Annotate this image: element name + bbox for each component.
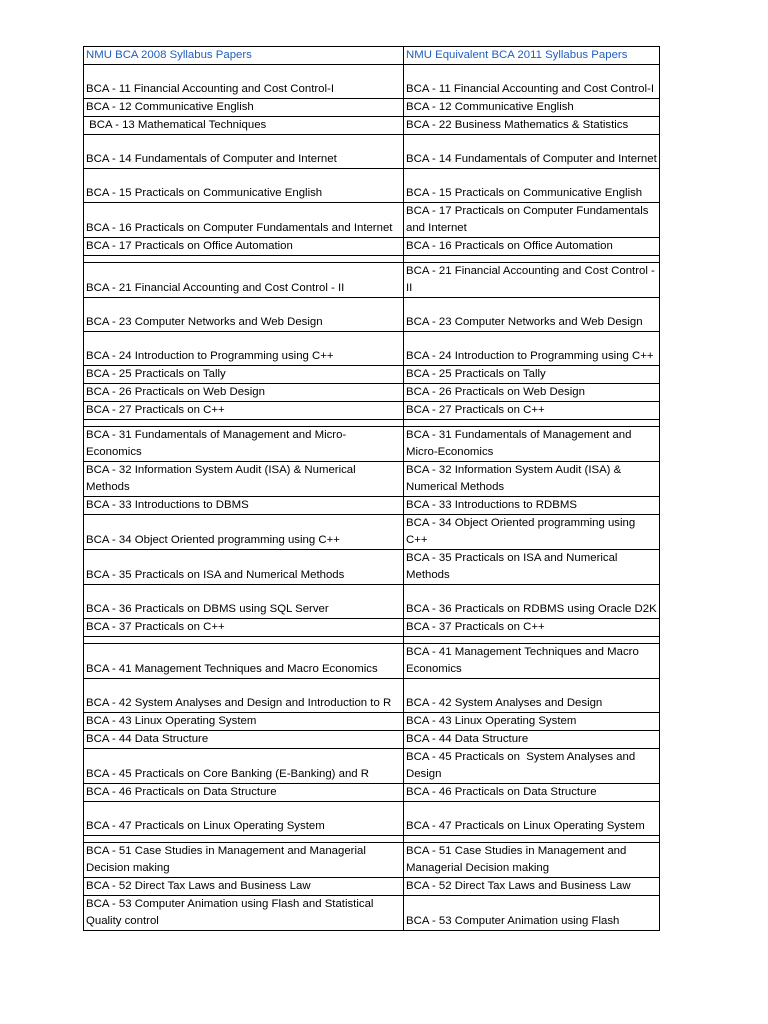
table-row [84,263,660,298]
cell-2011-equivalent-paper: BCA - 43 Linux Operating System [404,713,660,731]
cell-2008-paper: BCA - 44 Data Structure [84,731,404,749]
spacer-row [84,836,660,843]
cell-2008-paper: BCA - 31 Fundamentals of Management and Micro-Economics [84,427,404,462]
table-row [84,298,660,332]
table-row [84,843,660,878]
table-row [84,462,660,497]
cell-2008-paper [84,420,404,427]
table-row [84,619,660,637]
cell-2011-equivalent-paper: BCA - 27 Practicals on C++ [404,402,660,420]
cell-2008-paper: BCA - 37 Practicals on C++ [84,619,404,637]
table-row [84,749,660,784]
cell-2011-equivalent-paper: BCA - 37 Practicals on C++ [404,619,660,637]
table-row [84,497,660,515]
table-row [84,644,660,679]
cell-2011-equivalent-paper: BCA - 17 Practicals on Computer Fundamentals and Internet [404,203,660,238]
cell-2011-equivalent-paper [404,836,660,843]
cell-2011-equivalent-paper: BCA - 44 Data Structure [404,731,660,749]
cell-2008-paper: BCA - 32 Information System Audit (ISA) & Numerical Methods [84,462,404,497]
cell-2008-paper: BCA - 34 Object Oriented programming using C++ [84,515,404,550]
cell-2011-equivalent-paper: BCA - 11 Financial Accounting and Cost Control-I [404,65,660,99]
cell-2008-paper: BCA - 27 Practicals on C++ [84,402,404,420]
table-row [84,878,660,896]
table-row [84,515,660,550]
table-row [84,802,660,836]
table-row [84,332,660,366]
table-row [84,366,660,384]
cell-2008-paper: BCA - 45 Practicals on Core Banking (E-Banking) and R [84,749,404,784]
cell-2008-paper: BCA - 12 Communicative English [84,99,404,117]
syllabus-equivalence-table [83,46,660,931]
cell-2008-paper: BCA - 43 Linux Operating System [84,713,404,731]
table-row [84,135,660,169]
cell-2008-paper: BCA - 26 Practicals on Web Design [84,384,404,402]
cell-2011-equivalent-paper: BCA - 52 Direct Tax Laws and Business Law [404,878,660,896]
cell-2008-paper: BCA - 17 Practicals on Office Automation [84,238,404,256]
cell-2008-paper: BCA - 25 Practicals on Tally [84,366,404,384]
cell-2008-paper: BCA - 24 Introduction to Programming using C++ [84,332,404,366]
table-row [84,117,660,135]
cell-2008-paper: BCA - 53 Computer Animation using Flash and Statistical Quality control [84,896,404,931]
cell-2011-equivalent-paper: BCA - 32 Information System Audit (ISA) & Numerical Methods [404,462,660,497]
cell-2008-paper [84,836,404,843]
cell-2011-equivalent-paper: BCA - 35 Practicals on ISA and Numerical Methods [404,550,660,585]
table-row [84,550,660,585]
cell-2011-equivalent-paper: BCA - 53 Computer Animation using Flash [404,896,660,931]
cell-2011-equivalent-paper: BCA - 14 Fundamentals of Computer and Internet [404,135,660,169]
cell-2008-paper: BCA - 15 Practicals on Communicative English [84,169,404,203]
cell-2011-equivalent-paper: BCA - 26 Practicals on Web Design [404,384,660,402]
cell-2008-paper: BCA - 21 Financial Accounting and Cost Control - II [84,263,404,298]
cell-2011-equivalent-paper: BCA - 23 Computer Networks and Web Design [404,298,660,332]
cell-2011-equivalent-paper: BCA - 42 System Analyses and Design [404,679,660,713]
cell-2011-equivalent-paper: BCA - 46 Practicals on Data Structure [404,784,660,802]
cell-2008-paper: BCA - 51 Case Studies in Management and Managerial Decision making [84,843,404,878]
cell-2008-paper: BCA - 11 Financial Accounting and Cost Control-I [84,65,404,99]
cell-2008-paper: BCA - 42 System Analyses and Design and Introduction to R [84,679,404,713]
table-row [84,384,660,402]
cell-2008-paper: BCA - 14 Fundamentals of Computer and Internet [84,135,404,169]
cell-2011-equivalent-paper: BCA - 24 Introduction to Programming using C++ [404,332,660,366]
cell-2011-equivalent-paper: BCA - 21 Financial Accounting and Cost Control - II [404,263,660,298]
cell-2011-equivalent-paper: BCA - 41 Management Techniques and Macro Economics [404,644,660,679]
cell-2008-paper: BCA - 16 Practicals on Computer Fundamentals and Internet [84,203,404,238]
cell-2008-paper: BCA - 13 Mathematical Techniques [84,117,404,135]
spacer-row [84,420,660,427]
cell-2011-equivalent-paper: BCA - 25 Practicals on Tally [404,366,660,384]
cell-2011-equivalent-paper: BCA - 45 Practicals on System Analyses and Design [404,749,660,784]
table-header-row [84,47,660,65]
cell-2008-paper: BCA - 33 Introductions to DBMS [84,497,404,515]
header-bca-2011-equivalent-papers: NMU Equivalent BCA 2011 Syllabus Papers [404,47,660,65]
cell-2008-paper: BCA - 52 Direct Tax Laws and Business Law [84,878,404,896]
cell-2011-equivalent-paper: BCA - 36 Practicals on RDBMS using Oracle D2K [404,585,660,619]
cell-2011-equivalent-paper [404,420,660,427]
table-row [84,65,660,99]
table-row [84,585,660,619]
cell-2011-equivalent-paper: BCA - 47 Practicals on Linux Operating System [404,802,660,836]
table-row [84,402,660,420]
table-row [84,238,660,256]
cell-2011-equivalent-paper: BCA - 51 Case Studies in Management and Managerial Decision making [404,843,660,878]
cell-2008-paper: BCA - 47 Practicals on Linux Operating System [84,802,404,836]
table-row [84,427,660,462]
cell-2011-equivalent-paper: BCA - 12 Communicative English [404,99,660,117]
cell-2011-equivalent-paper: BCA - 33 Introductions to RDBMS [404,497,660,515]
table-row [84,203,660,238]
table-row [84,713,660,731]
table-row [84,784,660,802]
cell-2008-paper: BCA - 35 Practicals on ISA and Numerical Methods [84,550,404,585]
cell-2008-paper [84,256,404,263]
cell-2011-equivalent-paper: BCA - 15 Practicals on Communicative English [404,169,660,203]
table-body [84,47,660,931]
table-row [84,99,660,117]
table-row [84,679,660,713]
cell-2008-paper: BCA - 46 Practicals on Data Structure [84,784,404,802]
cell-2011-equivalent-paper: BCA - 31 Fundamentals of Management and Micro-Economics [404,427,660,462]
cell-2011-equivalent-paper: BCA - 22 Business Mathematics & Statistics [404,117,660,135]
cell-2011-equivalent-paper: BCA - 16 Practicals on Office Automation [404,238,660,256]
cell-2011-equivalent-paper: BCA - 34 Object Oriented programming using C++ [404,515,660,550]
cell-2011-equivalent-paper [404,256,660,263]
cell-2008-paper: BCA - 41 Management Techniques and Macro Economics [84,644,404,679]
spacer-row [84,256,660,263]
table-row [84,169,660,203]
cell-2008-paper: BCA - 23 Computer Networks and Web Design [84,298,404,332]
table-row [84,896,660,931]
cell-2011-equivalent-paper [404,637,660,644]
table-row [84,731,660,749]
cell-2008-paper: BCA - 36 Practicals on DBMS using SQL Server [84,585,404,619]
header-bca-2008-papers: NMU BCA 2008 Syllabus Papers [84,47,404,65]
spacer-row [84,637,660,644]
cell-2008-paper [84,637,404,644]
